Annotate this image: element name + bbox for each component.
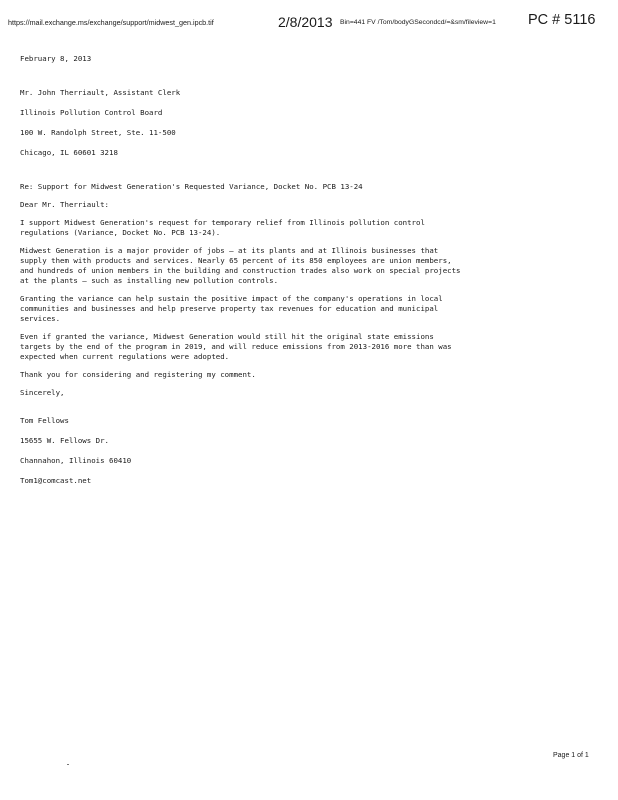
recipient-street: 100 W. Randolph Street, Ste. 11-500 [20,128,176,137]
sender-signature-block [20,406,590,496]
sender-street: 15655 W. Fellows Dr. [20,436,109,445]
scan-artifact [67,764,69,765]
recipient-name: Mr. John Therriault, Assistant Clerk [20,88,181,97]
letter-body [20,54,590,496]
body-paragraph: Thank you for considering and registering my comment. [20,370,256,379]
sender-email: Tom1@comcast.net [20,476,92,485]
header-meta: Bin=441 FV /Tom/bodyGSecondcd/=&sm/fileview=1 [340,19,496,26]
recipient-address [20,78,590,168]
public-comment-number: PC # 5116 [528,12,596,28]
recipient-city: Chicago, IL 60601 3218 [20,148,118,157]
letter-date: February 8, 2013 [20,54,92,63]
body-paragraph: I support Midwest Generation's request for temporary relief from Illinois pollution control regulations (Variance, Docket No. PCB 13-24). [20,218,425,237]
subject-line: Re: Support for Midwest Generation's Requested Variance, Docket No. PCB 13-24 [20,182,363,191]
body-paragraph: Midwest Generation is a major provider of jobs — at its plants and at Illinois businesses that supply them with products and services. Nearly 65 percent of its 850 employees are union members, and hundreds of union members in the building and construction trades also work on special projects at the plants — such as installing new pollution controls. [20,246,461,285]
header-url: https://mail.exchange.ms/exchange/support/midwest_gen.ipcb.tif [8,18,214,27]
sender-city: Channahon, Illinois 60410 [20,456,132,465]
header-date: 2/8/2013 [278,14,333,30]
recipient-org: Illinois Pollution Control Board [20,108,163,117]
body-paragraph: Even if granted the variance, Midwest Generation would still hit the original state emissions targets by the end of the program in 2019, and will reduce emissions from 2013-2016 more than was expected when current regulations were adopted. [20,332,452,361]
closing: Sincerely, [20,388,65,397]
body-paragraph: Granting the variance can help sustain the positive impact of the company's operations in local communities and businesses and help preserve property tax revenues for education and municipal services. [20,294,443,323]
page-number: Page 1 of 1 [553,752,589,759]
sender-name: Tom Fellows [20,416,69,425]
salutation: Dear Mr. Therriault: [20,200,109,209]
